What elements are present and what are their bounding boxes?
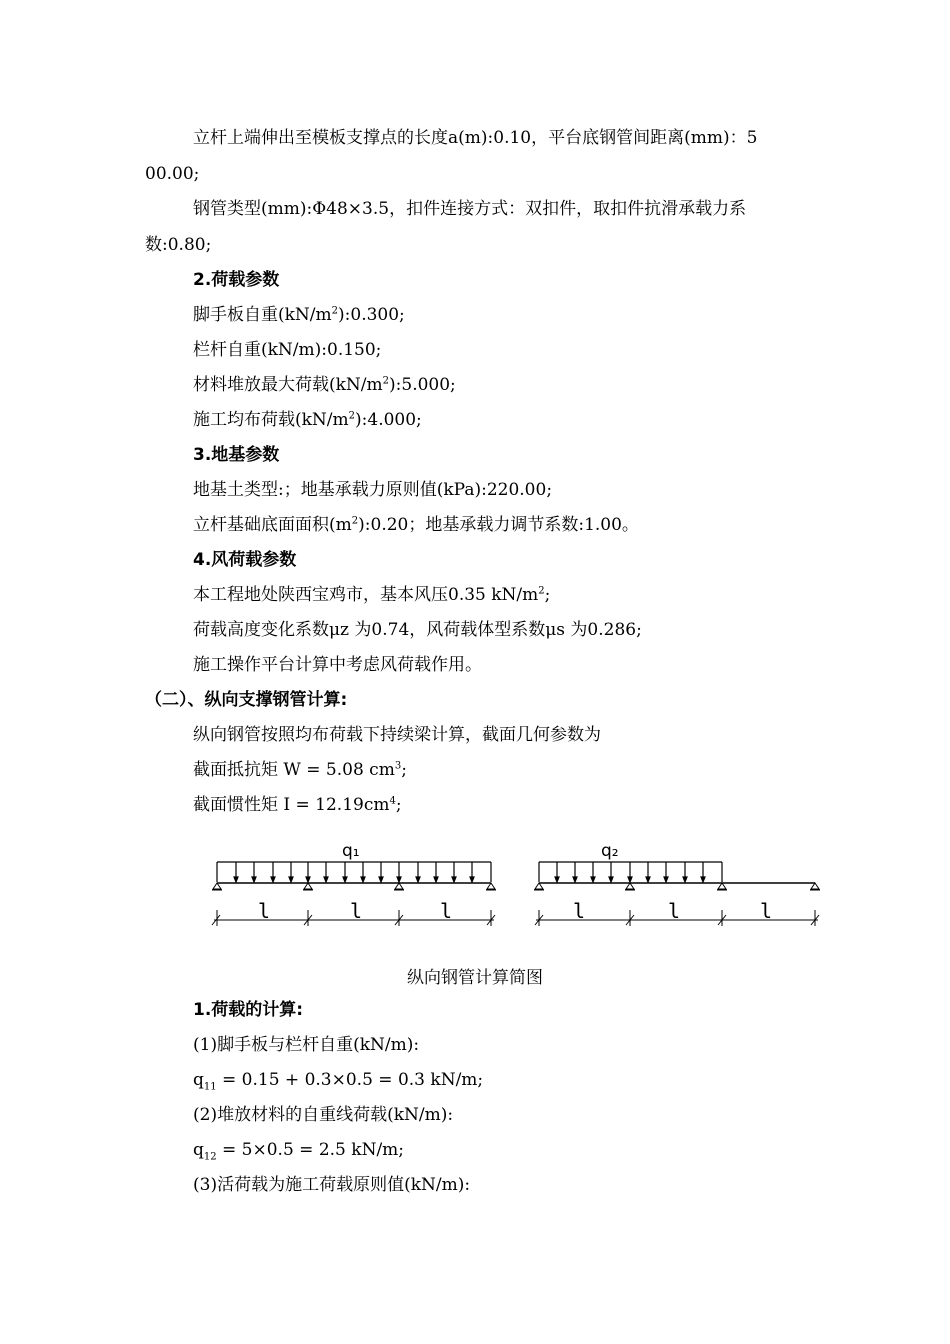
q1-label: q₁: [342, 841, 360, 861]
wind-note: 施工操作平台计算中考虑风荷载作用。: [193, 655, 482, 675]
span-label-q1-2: l: [350, 899, 363, 923]
span-label-q1-3: l: [440, 899, 453, 923]
diagram-caption: 纵向钢管计算简图: [407, 968, 543, 988]
beam-diagram: [200, 836, 840, 936]
calc-item-3: (3)活荷载为施工荷载原则值(kN/m):: [193, 1175, 471, 1195]
q12-equation: $q_{12} = 5\times 0.5 = 2.5$ kN/m;: [193, 1140, 405, 1163]
wind-heading: 4.风荷载参数: [193, 550, 297, 570]
q2-label: q₂: [601, 841, 619, 861]
section-modulus: 截面抵抗矩 W = 5.08 $cm^3$;: [193, 760, 407, 780]
section2-intro: 纵向钢管按照均布荷载下持续梁计算，截面几何参数为: [193, 725, 601, 745]
foundation-heading: 3.地基参数: [193, 445, 280, 465]
rail-weight: 栏杆自重(kN/m):0.150;: [193, 340, 382, 360]
span-label-q1-1: l: [258, 899, 271, 923]
foundation-soil: 地基土类型:；地基承载力原则值(kPa):220.00;: [193, 480, 553, 500]
material-load: 材料堆放最大荷载$(kN/m^2):5.000$;: [193, 375, 456, 395]
param-line-1a: 立杆上端伸出至模板支撑点的长度a(m):0.10，平台底钢管间距离(mm)：5: [193, 128, 758, 148]
calc-item-2: (2)堆放材料的自重线荷载(kN/m):: [193, 1105, 454, 1125]
q11-equation: $q_{11} = 0.15 + 0.3\times 0.5 = 0.3$ kN/m;: [193, 1070, 484, 1093]
board-weight: 脚手板自重$(kN/m^2):0.300$;: [193, 305, 405, 325]
load-params-heading: 2.荷载参数: [193, 270, 280, 290]
calc-heading: 1.荷载的计算:: [193, 1000, 304, 1020]
wind-location: 本工程地处陕西宝鸡市，基本风压0.35 $kN/m^2$;: [193, 585, 551, 605]
q2-supports: [534, 883, 820, 890]
q1-load-arrows: [234, 862, 474, 882]
span-label-q2-1: l: [573, 899, 586, 923]
param-line-2b: 数:0.80;: [145, 235, 212, 255]
span-label-q2-3: l: [760, 899, 773, 923]
wind-coefficients: 荷载高度变化系数μz 为0.74，风荷载体型系数μs 为0.286;: [193, 620, 642, 640]
q1-supports: [212, 883, 496, 890]
calc-item-1: (1)脚手板与栏杆自重(kN/m):: [193, 1035, 420, 1055]
param-line-1b: 00.00;: [145, 164, 200, 184]
construction-load: 施工均布荷载$(kN/m^2):4.000$;: [193, 410, 422, 430]
q2-load-arrows: [555, 862, 705, 882]
foundation-area: 立杆基础底面面积$(m^2):0.20$；地基承载力调节系数:1.00。: [193, 515, 639, 535]
param-line-2a: 钢管类型(mm):Φ48×3.5，扣件连接方式：双扣件，取扣件抗滑承载力系: [193, 199, 747, 219]
moment-of-inertia: 截面惯性矩 $I = 12.19cm^4$;: [193, 795, 402, 815]
span-label-q2-2: l: [668, 899, 681, 923]
section2-heading: （二）、纵向支撑钢管计算:: [145, 690, 348, 710]
